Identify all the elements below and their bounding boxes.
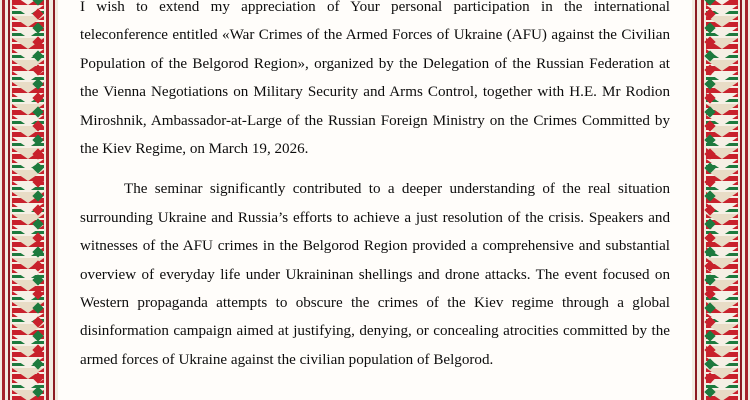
diamond-shape	[704, 36, 715, 47]
diamond-shape	[32, 106, 43, 117]
diamond-shape	[32, 148, 43, 159]
diamond-shape	[704, 204, 715, 215]
diamond-shape	[32, 36, 43, 47]
diamond-shape	[704, 120, 715, 131]
letter-text-area	[58, 0, 692, 400]
diamond-shape	[32, 92, 43, 103]
diamond-shape	[32, 176, 43, 187]
diamond-shape	[32, 218, 43, 229]
diamond-shape	[32, 358, 43, 369]
diamond-shape	[704, 358, 715, 369]
diamond-shape	[32, 344, 43, 355]
paragraph-spacer	[80, 163, 670, 175]
diamond-shape	[704, 134, 715, 145]
border-rule-outer	[745, 0, 748, 400]
border-rule-outer	[2, 0, 5, 400]
border-rule-inner-secondary	[53, 0, 55, 400]
diamond-shape	[704, 302, 715, 313]
diamond-shape	[32, 246, 43, 257]
diamond-shape	[704, 64, 715, 75]
diamond-shape	[32, 78, 43, 89]
diamond-shape	[32, 134, 43, 145]
diamond-shape	[704, 50, 715, 61]
diamond-shape	[704, 246, 715, 257]
diamond-shape	[704, 8, 715, 19]
diamond-shape	[32, 120, 43, 131]
diamond-shape	[704, 386, 715, 397]
diamond-shape	[704, 274, 715, 285]
diamond-shape	[32, 260, 43, 271]
paragraph-2: The seminar significantly contributed to a deeper understanding of the real situation surrounding Ukraine and Russia’s efforts to achieve a just resolution of the crisis. Speakers and witnesses of the AFU crimes in the Belgorod Region provided a comprehensive and substantial overview of everyday life under Ukraininan shellings and drone attacks. The event focused on Western propaganda attempts to obscure the crimes of the Kiev regime through a global disinformation campaign aimed at justifying, denying, or concealing atrocities committed by the armed forces of Ukraine against the civilian population of Belgorod.	[80, 181, 670, 368]
diamond-shape	[32, 64, 43, 75]
diamond-shape	[32, 232, 43, 243]
diamond-shape	[32, 190, 43, 201]
paragraph-1: I wish to extend my appreciation of Your personal participation in the international teleconference entitled «War Crimes of the Armed Forces of Ukraine (AFU) against the Civilian Population of the Belgorod Region», organized by the Delegation of the Russian Federation at the Vienna Negotiations on Military Security and Arms Control, together with H.E. Mr Rodion Miroshnik, Ambassador-at-Large of the Russian Foreign Ministry on the Crimes Committed by the Kiev Regime, on March 19, 2026.	[80, 0, 670, 158]
diamond-shape	[32, 288, 43, 299]
diamond-shape	[32, 386, 43, 397]
diamond-shape	[32, 0, 43, 6]
diamond-shape	[704, 316, 715, 327]
diamond-shape	[704, 148, 715, 159]
diamond-shape	[32, 274, 43, 285]
border-rule-inner	[701, 0, 704, 400]
border-rule-outer-secondary	[740, 0, 742, 400]
diamond-shape	[32, 8, 43, 19]
diamond-shape	[32, 302, 43, 313]
diamond-shape	[32, 372, 43, 383]
diamond-shape	[32, 316, 43, 327]
diamond-ornament-strip	[34, 0, 44, 400]
border-rule-inner-secondary	[695, 0, 697, 400]
border-rule-inner	[46, 0, 49, 400]
diamond-shape	[704, 106, 715, 117]
diamond-shape	[704, 92, 715, 103]
diamond-shape	[704, 0, 715, 6]
diamond-shape	[32, 162, 43, 173]
border-rule-outer-secondary	[8, 0, 10, 400]
diamond-shape	[704, 330, 715, 341]
diamond-shape	[704, 218, 715, 229]
diamond-shape	[32, 22, 43, 33]
diamond-shape	[32, 204, 43, 215]
diamond-shape	[704, 22, 715, 33]
diamond-shape	[704, 260, 715, 271]
diamond-shape	[704, 372, 715, 383]
left-ornamental-border	[0, 0, 58, 400]
diamond-shape	[32, 50, 43, 61]
diamond-shape	[32, 330, 43, 341]
diamond-shape	[704, 344, 715, 355]
diamond-shape	[704, 190, 715, 201]
diamond-shape	[704, 232, 715, 243]
diamond-ornament-strip	[706, 0, 716, 400]
diamond-shape	[704, 162, 715, 173]
letter-body	[80, 0, 670, 374]
diamond-shape	[704, 288, 715, 299]
right-ornamental-border	[692, 0, 750, 400]
diamond-shape	[704, 78, 715, 89]
diamond-shape	[704, 176, 715, 187]
